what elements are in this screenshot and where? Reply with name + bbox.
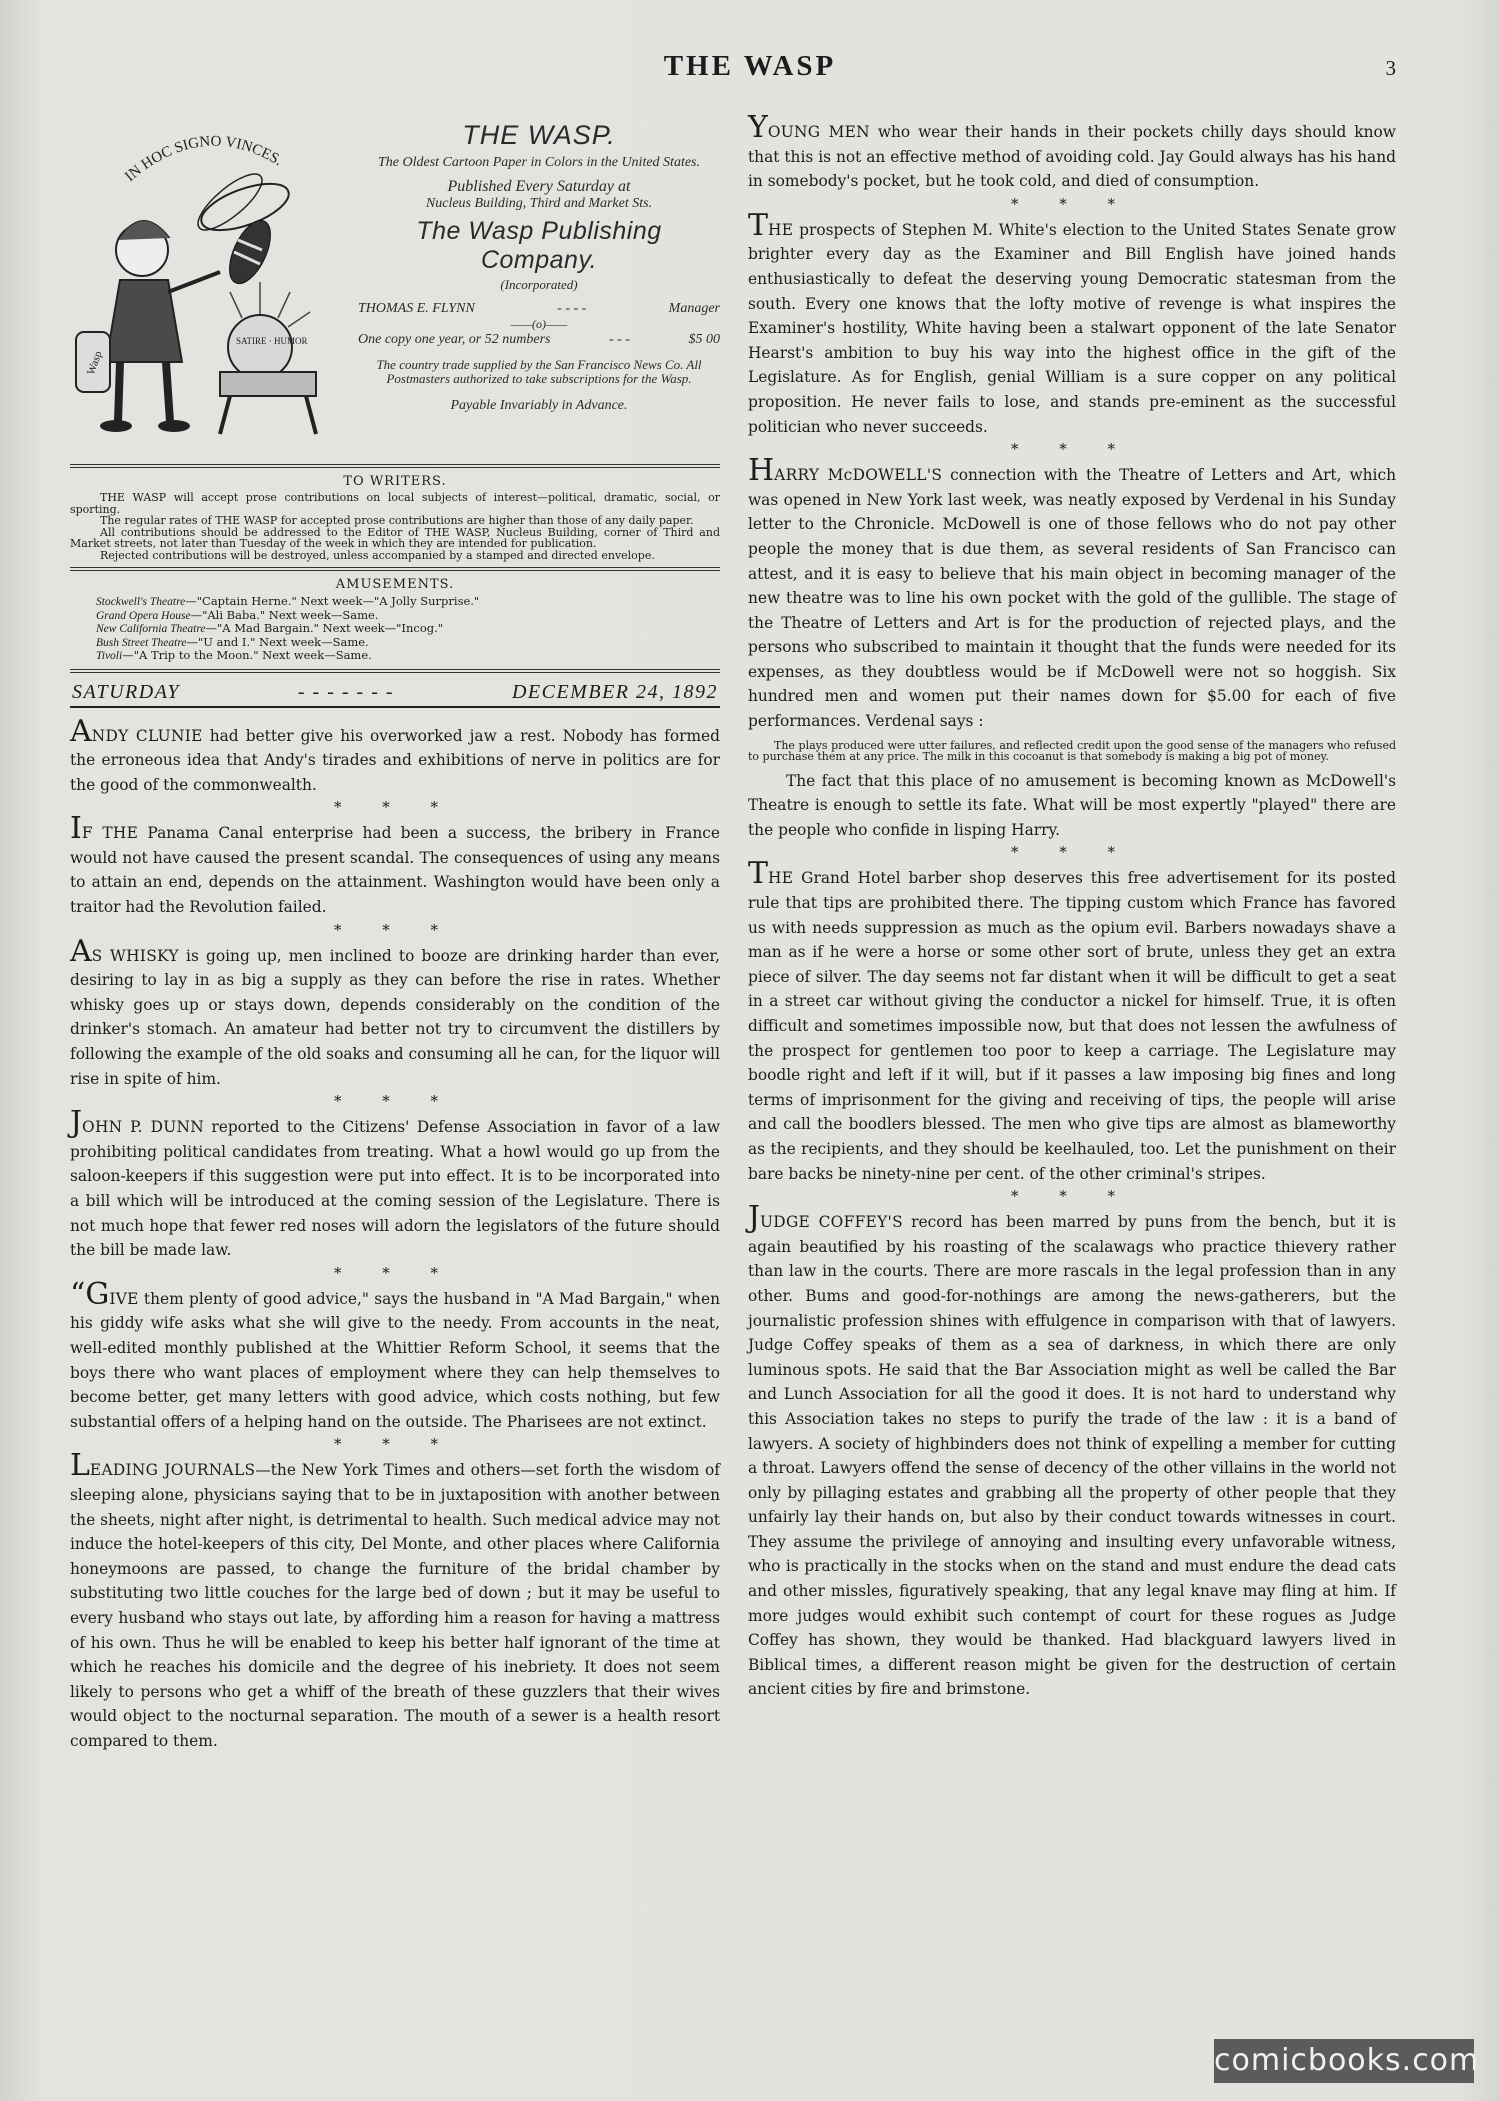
manager-name: THOMAS E. FLYNN [358,301,475,316]
drop-cap: I [70,811,82,847]
amusement-text: —"A Mad Bargain." Next week—"Incog." [205,621,444,635]
article-journals [70,1448,720,1753]
amusement-theatre: Grand Opera House [96,609,191,622]
masthead-info [358,120,720,414]
amusement-item [96,609,720,623]
masthead-title: THE WASP. [462,120,616,150]
asterism: * * * [333,798,457,817]
amusement-item [96,595,720,609]
article-dunn [70,1105,720,1263]
page-number: 3 [1385,56,1396,80]
dateline-day: SATURDAY [72,680,180,703]
asterism: * * * [333,1435,457,1454]
price-dots: - - - [608,332,630,347]
to-writers-paragraph: The regular rates of THE WASP for accepted prose contributions are higher than those of any daily paper. [100,514,694,527]
asterism: * * * [333,1092,457,1111]
article-lead: HE [768,869,794,888]
article-lead: UDGE COFFEY'S [760,1213,903,1232]
article-body: had better give his overworked jaw a rest. Nobody has formed the erroneous idea that Andy's tirades and exhibitions of nerve in politics are for the good of the commonwealth. [70,726,720,794]
section-rule [70,464,720,468]
amusement-item [96,649,720,663]
to-writers-heading: TO WRITERS. [343,474,447,489]
company-name: The Wasp Publishing Company. [416,217,662,274]
dateline [70,681,720,704]
article-andy-clunie [70,713,720,798]
manager-dots: - - - - [557,301,587,316]
drop-cap: J [748,1200,761,1236]
drop-cap: “G [70,1276,110,1312]
incorporated-note: (Incorporated) [500,277,578,292]
article-lead: HE [768,220,794,239]
left-column [70,118,720,1753]
article-body: is going up, men inclined to booze are drinking harder than ever, desiring to lay in as big a supply as they can before the rise in rates. Whether whisky goes up or stays down, depends considerably on the condition of the drinker's stomach. An amateur had better not try to circumvent the distillers by following the example of the old soaks and consuming all he can, for the liquor will rise in spite of him. [70,946,720,1088]
article-body-continued: The fact that this place of no amusement is becoming known as McDowell's Theatre is enough to settle its fate. What will be most expertly "played" there are the people who confide in lisping Harry. [748,771,1396,839]
published-line: Published Every Saturday at [447,178,631,195]
asterism: * * * [333,1263,457,1282]
amusement-theatre: New California Theatre [96,623,206,635]
article-body: Panama Canal enterprise had been a success, the bribery in France would not have caused the present scandal. The consequences of using any means to attain an end, depends on the attainment. Washington would have been only a traitor had the Revolution failed. [70,824,721,917]
drop-cap: A [70,933,92,969]
dateline-date: DECEMBER 24, 1892 [511,680,718,703]
article-body: who wear their hands in their pockets chilly days should know that this is not an effective method of avoiding cold. Jay Gould always has his hand in somebody's pocket, but he took cold, and died of consumption. [748,123,1396,191]
drop-cap: A [70,713,92,749]
to-writers-paragraph: THE WASP will accept prose contributions on local subjects of interest—political, dramatic, social, or sporting. [70,491,720,516]
article-body: prospects of Stephen M. White's election to the United States Senate grow brighter every day as the Examiner and Bill English have joined hands enthusiastically to defeat the deserving young Democratic statesman from the south. Every one knows that the lofty motive of revenge is what inspires the Examiner's hostility, White having been a stalwart opponent of the late Senator Hearst's ambition to buy his way into the highest office in the gift of the Legislature. As for English, genial William is a sure copper on any political proposition. He never fails to lose, and stands pre-eminent as the successful politician who never succeeds. [748,220,1396,436]
amusement-text: —"Captain Herne." Next week—"A Jolly Surprise." [185,594,480,608]
trade-note: The country trade supplied by the San Francisco News Co. All Postmasters authorized to take subscriptions for the Wasp. [376,357,702,386]
article-lead: NDY CLUNIE [91,726,203,745]
article-body: record has been marred by puns from the bench, but it is again beautified by his roasting of the scalawags who practice thievery rather than law in the courts. There are more rascals in the legal profession than in any other. Bums and good-for-nothings are among the news-gatherers, but the journalistic profession shines with effulgence in comparison with that of lawyers. Judge Coffey speaks of them as a sea of darkness, in which there are only luminous spots. He said that the Bar Association might as well be called the Bar and Lunch Association for all the good it does. It is not hard to understand why this Association takes no steps to purify the trade of the law : it is a band of lawyers. A society of highbinders does not think of expelling a member for cutting a throat. Lawyers offend the sense of decency of the other villains in the world not only by pillaging estates and grabbing all the property of other people that they unfairly lay their hands on, but also by their conduct towards witnesses in court. They assume the privilege of annoying and insulting every unfavorable witness, who is practically in the stocks when on the stand and must endure the dead cats and other missles, figuratively speaking, that any legal knave may fling at him. If more judges would exhibit such contempt of court for these rogues as Judge Coffey has shown, they would be thanked. Had blackguard lawyers lived in Biblical times, a different reason might be given for the destruction of certain ancient cities by fire and brimstone. [748,1213,1396,1699]
article-lead: ARRY McDOWELL'S [774,466,943,485]
article-mcdowell [748,453,1396,734]
asterism: * * * [1010,194,1134,213]
asterism: * * * [1010,843,1134,862]
amusement-item [96,622,720,636]
article-lead: EADING JOURNALS [89,1461,256,1480]
published-address: Nucleus Building, Third and Market Sts. [425,196,653,211]
amusement-theatre: Bush Street Theatre [96,636,187,649]
drop-cap: T [748,856,769,892]
to-writers-paragraph: Rejected contributions will be destroyed, unless accompanied by a stamped and directed envelope. [100,548,655,562]
amusements-heading: AMUSEMENTS. [335,577,455,592]
article-body: —the New York Times and others—set forth the wisdom of sleeping alone, physicians saying that to be in juxtaposition with another between the sheets, night after night, is detrimental to health. Such medical advice may not induce the hotel-keepers of this city, Del Monte, and other places where California honeymoons are passed, to change the furniture of the bridal chamber by substituting two little couches for the large bed of down ; but it may be useful to every husband who stays out late, by affording him a reason for having a mattress of his own. Thus he will be enabled to keep his better half ignorant of the time at which he reaches his domicile and the degree of his inebriety. It does not seem likely to persons who get a whiff of the breath of these guzzlers that their wives would object to the nocturnal separation. The mouth of a sewer is a health resort compared to them. [70,1461,720,1750]
wasp-mascot-illustration [70,122,340,442]
article-body: them plenty of good advice," says the husband in "A Mad Bargain," when his giddy wife asks what she will give to the needy. From accounts in the neat, well-edited monthly published at the Whittier Reform School, it seems that the boys there who want places of employment where they can help themselves to become better, get many letters with good advice, which costs nothing, but few substantial offers of a helping hand on the outside. The Pharisees are not extinct. [70,1289,720,1431]
to-writers-paragraph: All contributions should be addressed to the Editor of THE WASP, Nucleus Building, corner of Third and Market streets, not later than Tuesday of the week in which they are intended for publication. [70,525,720,550]
drop-cap: J [70,1105,83,1141]
article-young-men [748,110,1396,194]
running-title: THE WASP [663,50,837,82]
section-rule [70,567,720,571]
drop-cap: L [70,1448,90,1484]
bag-label: Wasp [85,349,105,377]
drop-cap: H [748,453,775,489]
amusement-text: —"Ali Baba." Next week—Same. [190,607,379,622]
price-value: $5 00 [688,332,720,347]
right-column [748,110,1396,1702]
article-advice [70,1276,720,1435]
block-quote: The plays produced were utter failures, and reflected credit upon the good sense of the managers who refused to purchase them at any price. The milk in this cocoanut is that somebody is making a big pot of money. [748,738,1396,764]
asterism: * * * [1010,1187,1134,1206]
amusement-text: —"U and I." Next week—Same. [186,634,369,649]
section-rule [70,669,720,673]
masthead-divider: ——(o)—— [510,317,568,331]
article-whisky [70,933,720,1092]
dateline-dots: - - - - - - - [297,680,395,703]
article-judge-coffey [748,1200,1396,1702]
wheel-label: SATIRE · HUMOR [236,336,308,346]
amusement-theatre: Tivoli [96,650,123,662]
masthead-motto: IN HOC SIGNO VINCES. [122,133,286,185]
drop-cap: T [748,207,769,243]
asterism: * * * [1010,440,1134,459]
drop-cap: Y [748,110,768,145]
manager-title: Manager [668,301,720,316]
masthead-subtitle: The Oldest Cartoon Paper in Colors in the United States. [378,155,700,170]
article-panama [70,811,721,919]
amusement-theatre: Stockwell's Theatre [96,596,186,608]
masthead [70,118,720,458]
amusement-text: —"A Trip to the Moon." Next week—Same. [122,648,372,662]
article-body: reported to the Citizens' Defense Association in favor of a law prohibiting political candidates from treating. What a howl would go up from the saloon-keepers if this suggestion were put into effect. It is to be incorporated into a bill which will be introduced at the coming session of the Legislature. There is not much hope that fewer red noses will adorn the legislators of the future should the bill be made law. [70,1118,720,1260]
article-barber-shop [748,856,1396,1186]
article-body: Grand Hotel barber shop deserves this free advertisement for its posted rule that tips are prohibited there. The tipping custom which France has favored us with needs suppression as much as the opium evil. Barbers nowadays shave a man as if he were a horse or some other sort of brute, unless they get an extra piece of silver. The day seems not far distant when it will be difficult to get a seat in a street car without giving the conductor a nickel for himself. True, it is often difficult and sometimes impossible now, but that does not lessen the awfulness of the prospect for gentlemen too poor to keep a carriage. The Legislature may boodle right and left if it will, but if it passes a law imposing big fines and long terms of imprisonment for the giving and receiving of tips, the people will arise and call the boodlers blessed. The men who give tips are almost as blameworthy as the recipients, and they should be keelhauled, too. Let the punishment on their bare backs be ninety-nine per cent. of the other criminal's stripes. [748,869,1396,1183]
manager-line [358,301,720,317]
article-white-senate [748,207,1396,439]
article-lead: IVE [109,1289,139,1308]
source-watermark: comicbooks.com [1214,2039,1474,2083]
price-line [358,332,720,348]
article-body: connection with the Theatre of Letters and Art, which was opened in New York last week, was neatly exposed by Verdenal in his Sunday letter to the Chronicle. McDowell is one of those fellows who do not pay other people the money that is due them, as several residents of San Francisco can attest, and it is easy to believe that his main object in becoming manager of the new theatre was to line his own pocket with the gold of the gullible. The stage of the Theatre of Letters and Art is for the production of rejected plays, and the persons who subscribed to maintain it thought that the funds were needed for its expenses, as they doubtless would be if McDowell were not so hoggish. Six hundred men and women put their names down for $5.00 for each of five performances. Verdenal says : [748,466,1396,731]
asterism: * * * [333,920,457,939]
article-lead: S WHISKY [91,946,179,965]
payable-note: Payable Invariably in Advance. [450,398,628,413]
article-lead: OHN P. DUNN [82,1118,205,1137]
price-text: One copy one year, or 52 numbers [358,332,551,347]
article-lead: F THE [81,824,139,843]
amusement-item [96,636,720,650]
article-lead: OUNG MEN [767,123,870,141]
